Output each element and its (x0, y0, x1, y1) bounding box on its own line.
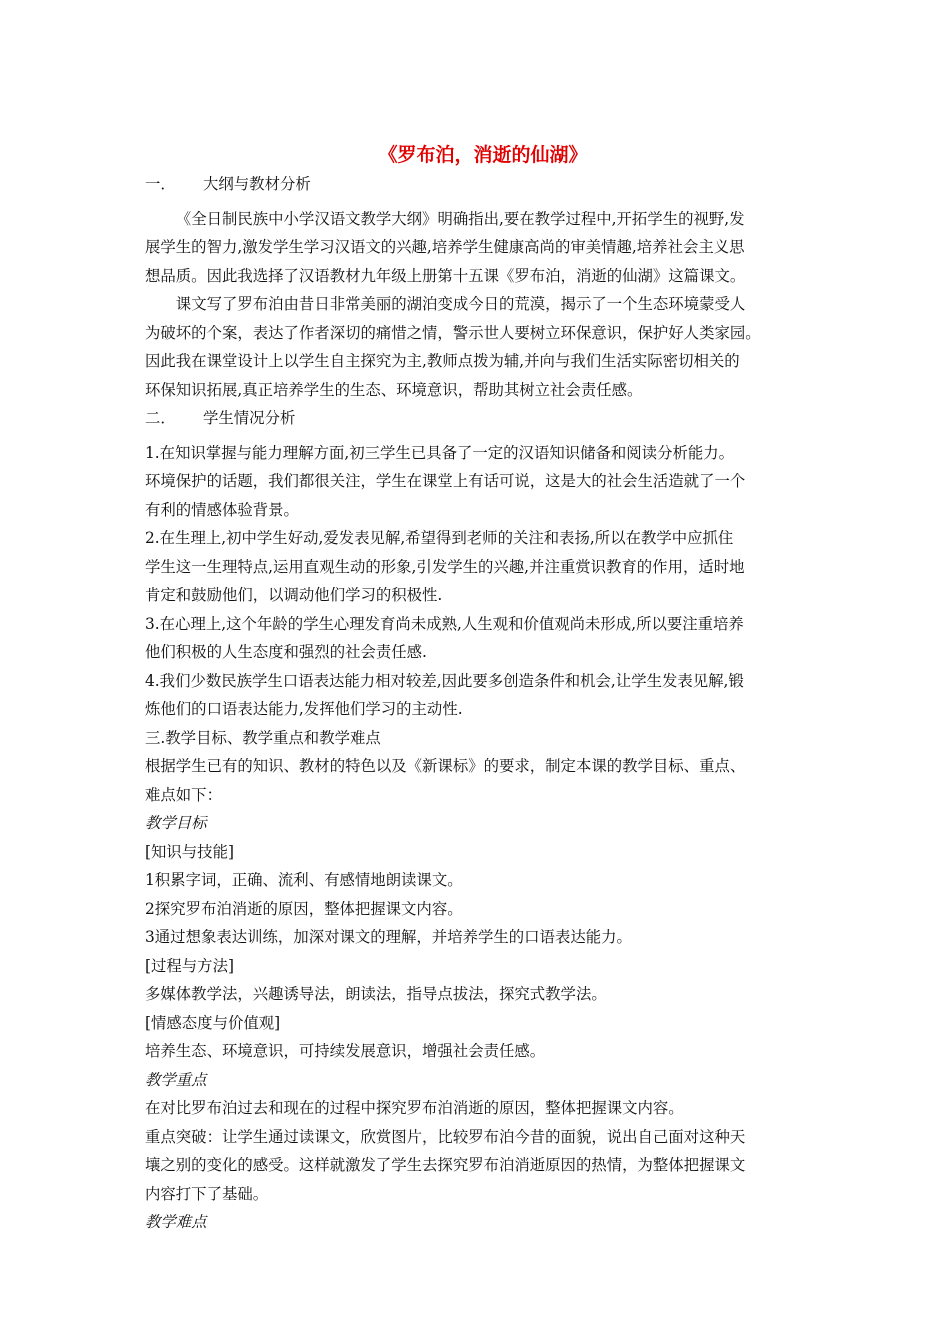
text-line: 壤之别的变化的感受。这样就激发了学生去探究罗布泊消逝原因的热情，为整体把握课文 (145, 1156, 746, 1174)
section-3-heading: 三.教学目标、教学重点和教学难点 (145, 728, 381, 747)
text-line: 为破坏的个案，表达了作者深切的痛惜之情，警示世人要树立环保意识，保护好人类家园。 (145, 323, 761, 342)
section-1-label: 大纲与教材分析 (203, 175, 311, 193)
knowledge-skills-title: [知识与技能] (145, 842, 234, 861)
document-page (145, 140, 813, 1237)
teaching-key-text: 在对比罗布泊过去和现在的过程中探究罗布泊消逝的原因，整体把握课文内容。 (145, 1099, 684, 1117)
section-2-number: 二． (145, 409, 176, 427)
section-1-paragraph-2 (145, 290, 813, 404)
text-line: 学生这一生理特点,运用直观生动的形象,引发学生的兴趣,并注重赏识教育的作用，适时地 (145, 557, 745, 576)
process-method-text: 多媒体教学法，兴趣诱导法，朗读法，指导点拔法，探究式教学法。 (145, 985, 607, 1003)
section-2-body (145, 439, 813, 724)
section-3 (145, 724, 813, 1237)
section-1-paragraph-1 (145, 205, 813, 291)
text-line: 1.在知识掌握与能力理解方面,初三学生已具备了一定的汉语知识储备和阅读分析能力。 (145, 443, 735, 462)
text-line: 课文写了罗布泊由昔日非常美丽的湖泊变成今日的荒漠，揭示了一个生态环境蒙受人 (175, 295, 746, 313)
text-line: 想品质。因此我选择了汉语教材九年级上册第十五课《罗布泊，消逝的仙湖》这篇课文。 (145, 266, 746, 285)
emotion-values-text: 培养生态、环境意识，可持续发展意识，增强社会责任感。 (145, 1042, 546, 1060)
section-1-heading (145, 170, 813, 199)
text-line: 环境保护的话题，我们都很关注，学生在课堂上有话可说，这是大的社会生活造就了一个 (145, 472, 746, 490)
list-item: 3通过想象表达训练，加深对课文的理解，并培养学生的口语表达能力。 (145, 928, 632, 946)
text-line: 炼他们的口语表达能力,发挥他们学习的主动性. (145, 700, 463, 718)
text-line: 他们积极的人生态度和强烈的社会责任感. (145, 643, 427, 661)
section-2-label: 学生情况分析 (203, 409, 296, 427)
text-line: 2.在生理上,初中学生好动,爱发表见解,希望得到老师的关注和表扬,所以在教学中应抓住 (145, 529, 734, 547)
section-1-number: 一． (145, 175, 176, 193)
teaching-difficulty-title: 教学难点 (145, 1213, 207, 1231)
teaching-key-title: 教学重点 (145, 1070, 207, 1089)
text-line: 因此我在课堂设计上以学生自主探究为主,教师点拨为辅,并向与我们生活实际密切相关的 (145, 352, 740, 370)
text-line: 展学生的智力,激发学生学习汉语文的兴趣,培养学生健康高尚的审美情趣,培养社会主义思 (145, 238, 745, 256)
section-2-heading (145, 404, 813, 433)
text-line: 《全日制民族中小学汉语文教学大纲》明确指出,要在教学过程中,开拓学生的视野,发 (175, 209, 745, 228)
text-line: 根据学生已有的知识、教材的特色以及《新课标》的要求，制定本课的教学目标、重点、 (145, 757, 746, 775)
text-line: 3.在心理上,这个年龄的学生心理发育尚未成熟,人生观和价值观尚未形成,所以要注重培养 (145, 614, 744, 633)
teaching-goals-title: 教学目标 (145, 814, 207, 832)
text-line: 难点如下： (145, 785, 222, 804)
list-item: 1积累字词，正确、流利、有感情地朗读课文。 (145, 871, 463, 889)
emotion-values-title: [情感态度与价值观] (145, 1013, 281, 1032)
process-method-title: [过程与方法] (145, 956, 234, 975)
text-line: 重点突破：让学生通过读课文，欣赏图片，比较罗布泊今昔的面貌，说出自己面对这种天 (145, 1127, 746, 1146)
text-line: 肯定和鼓励他们，以调动他们学习的积极性. (145, 586, 443, 604)
text-line: 有利的情感体验背景。 (145, 500, 299, 519)
text-line: 内容打下了基础。 (145, 1184, 269, 1203)
list-item: 2探究罗布泊消逝的原因，整体把握课文内容。 (145, 899, 463, 918)
text-line: 环保知识拓展,真正培养学生的生态、环境意识，帮助其树立社会责任感。 (145, 380, 643, 399)
document-title: 《罗布泊，消逝的仙湖》 (378, 144, 588, 166)
text-line: 4.我们少数民族学生口语表达能力相对较差,因此要多创造条件和机会,让学生发表见解,锻 (145, 671, 744, 690)
